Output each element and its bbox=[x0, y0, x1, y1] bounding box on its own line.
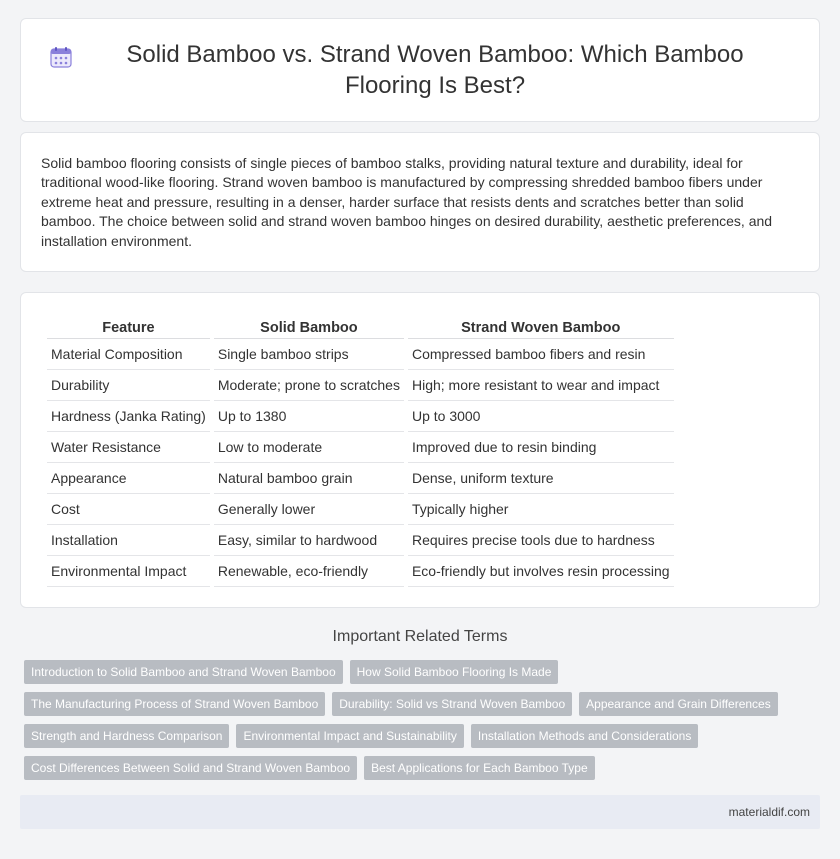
table-row bbox=[47, 339, 674, 370]
table-cell: Easy, similar to hardwood bbox=[214, 525, 404, 556]
related-term-tag[interactable]: Appearance and Grain Differences bbox=[579, 692, 778, 716]
table-row bbox=[47, 463, 674, 494]
table-header-row bbox=[47, 317, 674, 339]
table-row bbox=[47, 494, 674, 525]
table-cell: Renewable, eco-friendly bbox=[214, 556, 404, 587]
table-cell: Requires precise tools due to hardness bbox=[408, 525, 674, 556]
related-term-tag[interactable]: Cost Differences Between Solid and Strand Woven Bamboo bbox=[24, 756, 357, 780]
table-cell: Material Composition bbox=[47, 339, 210, 370]
related-term-tag[interactable]: How Solid Bamboo Flooring Is Made bbox=[350, 660, 559, 684]
comparison-card bbox=[20, 292, 820, 608]
table-cell: Hardness (Janka Rating) bbox=[47, 401, 210, 432]
table-cell: Up to 3000 bbox=[408, 401, 674, 432]
page-title: Solid Bamboo vs. Strand Woven Bamboo: Which Bamboo Flooring Is Best? bbox=[126, 41, 744, 99]
related-term-tag[interactable]: Durability: Solid vs Strand Woven Bamboo bbox=[332, 692, 572, 716]
related-term-tag[interactable]: Best Applications for Each Bamboo Type bbox=[364, 756, 595, 780]
table-cell: Installation bbox=[47, 525, 210, 556]
table-cell: Up to 1380 bbox=[214, 401, 404, 432]
table-cell: Low to moderate bbox=[214, 432, 404, 463]
table-cell: Dense, uniform texture bbox=[408, 463, 674, 494]
table-cell: Eco-friendly but involves resin processing bbox=[408, 556, 674, 587]
table-cell: Natural bamboo grain bbox=[214, 463, 404, 494]
related-term-tag[interactable]: The Manufacturing Process of Strand Woven Bamboo bbox=[24, 692, 325, 716]
table-row bbox=[47, 401, 674, 432]
table-cell: Generally lower bbox=[214, 494, 404, 525]
intro-card bbox=[20, 132, 820, 272]
table-row bbox=[47, 556, 674, 587]
footer-site-name[interactable]: materialdif.com bbox=[728, 805, 810, 819]
table-row bbox=[47, 432, 674, 463]
table-cell: Cost bbox=[47, 494, 210, 525]
column-header-feature: Feature bbox=[47, 317, 210, 339]
table-cell: Appearance bbox=[47, 463, 210, 494]
table-cell: High; more resistant to wear and impact bbox=[408, 370, 674, 401]
footer bbox=[20, 795, 820, 829]
intro-paragraph: Solid bamboo flooring consists of single pieces of bamboo stalks, providing natural texture and durability, ideal for traditional wood-like flooring. Strand woven bamboo is manufactured by compressing shredded bamboo fibers under extreme heat and pressure, resulting in a denser, harder surface that resists dents and scratches better than solid bamboo. The choice between solid and strand woven bamboo hinges on desired durability, aesthetic preferences, and installation environment. bbox=[41, 155, 773, 249]
table-cell: Environmental Impact bbox=[47, 556, 210, 587]
related-term-tag[interactable]: Strength and Hardness Comparison bbox=[24, 724, 229, 748]
comparison-table bbox=[43, 317, 678, 587]
column-header-solid: Solid Bamboo bbox=[214, 317, 404, 339]
related-term-tag[interactable]: Environmental Impact and Sustainability bbox=[236, 724, 463, 748]
table-cell: Improved due to resin binding bbox=[408, 432, 674, 463]
table-cell: Compressed bamboo fibers and resin bbox=[408, 339, 674, 370]
table-cell: Moderate; prone to scratches bbox=[214, 370, 404, 401]
table-cell: Single bamboo strips bbox=[214, 339, 404, 370]
table-row bbox=[47, 370, 674, 401]
column-header-strand: Strand Woven Bamboo bbox=[408, 317, 674, 339]
related-term-tag[interactable]: Introduction to Solid Bamboo and Strand Woven Bamboo bbox=[24, 660, 343, 684]
table-cell: Durability bbox=[47, 370, 210, 401]
related-term-tag[interactable]: Installation Methods and Considerations bbox=[471, 724, 698, 748]
title-card bbox=[20, 18, 820, 122]
table-row bbox=[47, 525, 674, 556]
table-cell: Typically higher bbox=[408, 494, 674, 525]
table-cell: Water Resistance bbox=[47, 432, 210, 463]
related-terms-list bbox=[24, 660, 824, 788]
related-terms-title: Important Related Terms bbox=[332, 628, 508, 645]
